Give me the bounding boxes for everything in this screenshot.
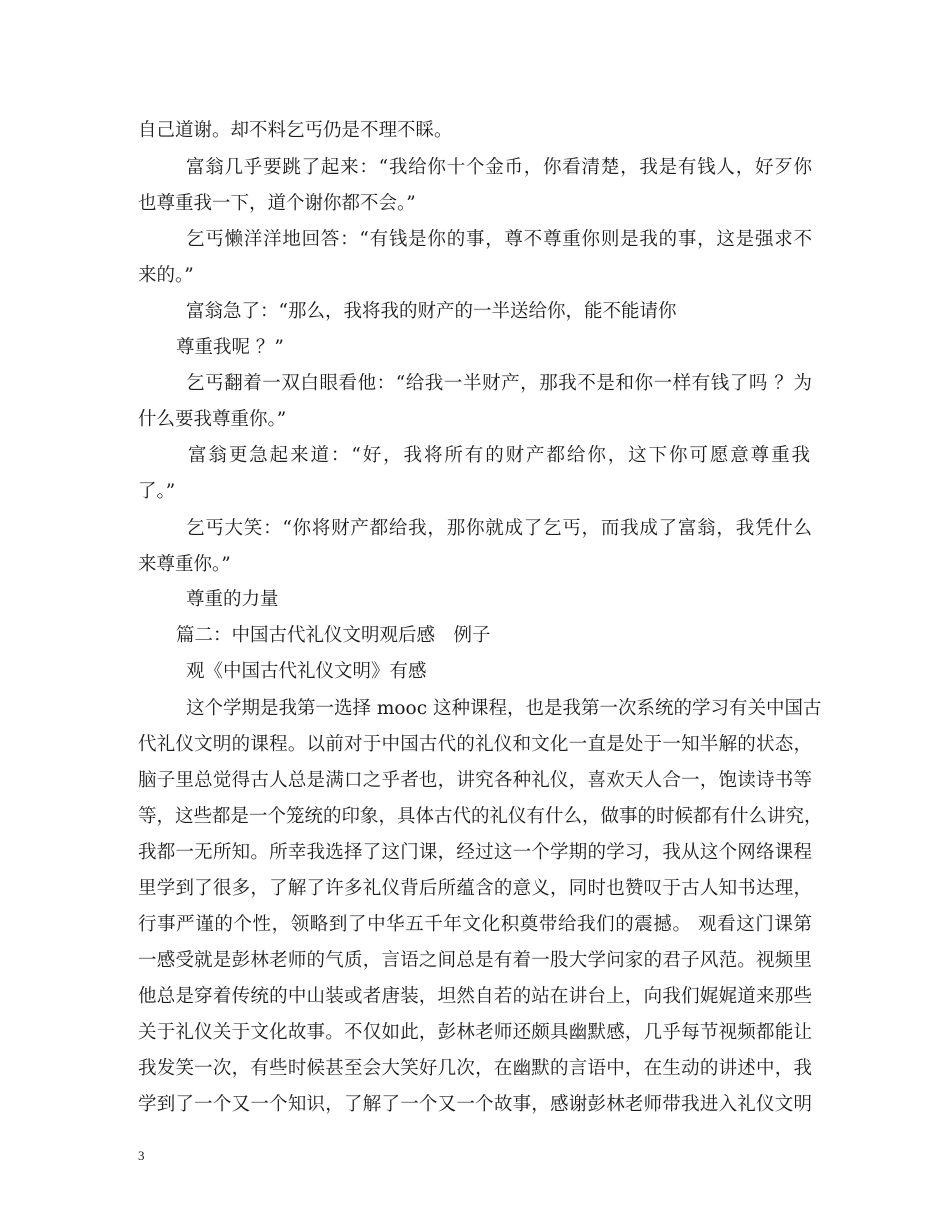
text-line: 来尊重你。” <box>138 554 231 575</box>
text-line: 乞丐翻着一双白眼看他：“给我一半财产，那我不是和你一样有钱了吗 ？为 <box>186 373 812 394</box>
text-line: 乞丐大笑：“你将财产都给我，那你就成了乞丐，而我成了富翁，我凭什么 <box>186 518 812 539</box>
essay-title: 观《中国古代礼仪文明》有感 <box>186 661 427 682</box>
text-line: 了。” <box>138 481 176 502</box>
text-line: 也尊重我一下，道个谢你都不会。” <box>138 193 416 214</box>
text-line: 富翁几乎要跳了起来：“我给你十个金币，你看清楚，我是有钱人，好歹你 <box>186 157 812 178</box>
text-line: 乞丐懒洋洋地回答：“有钱是你的事，尊不尊重你则是我的事，这是强求不 <box>186 229 812 250</box>
text-line: 脑子里总觉得古人总是满口之乎者也，讲究各种礼仪，喜欢天人合一，饱读诗书等 <box>138 770 812 791</box>
text-line: 学到了一个又一个知识，了解了一个又一个故事，感谢彭林老师带我进入礼仪文明 <box>138 1094 812 1115</box>
text-line: 尊重我呢 ？” <box>176 337 284 358</box>
text-line: 这个学期是我第一选择 mooc 这种课程，也是我第一次系统的学习有关中国古 <box>186 698 822 719</box>
text-line: 什么要我尊重你。” <box>138 409 287 430</box>
text-line: 富翁更急起来道：“好，我将所有的财产都给你，这下你可愿意尊重我 <box>188 445 810 466</box>
page-number: 3 <box>138 1148 145 1163</box>
text-line: 他总是穿着传统的中山装或者唐装，坦然自若的站在讲台上，向我们娓娓道来那些 <box>138 986 812 1007</box>
text-line: 自己道谢。却不料乞丐仍是不理不睬。 <box>138 120 453 141</box>
text-line: 我都一无所知。所幸我选择了这门课，经过这一个学期的学习，我从这个网络课程 <box>138 842 812 863</box>
section-heading: 篇二：中国古代礼仪文明观后感 例子 <box>176 625 491 646</box>
text-line: 富翁急了：“那么，我将我的财产的一半送给你，能不能请你 <box>186 301 677 322</box>
text-line: 代礼仪文明的课程。以前对于中国古代的礼仪和文化一直是处于一知半解的状态， <box>138 734 812 755</box>
text-line: 来的。” <box>138 265 194 286</box>
text-line: 关于礼仪关于文化故事。不仅如此，彭林老师还颇具幽默感，几乎每节视频都能让 <box>138 1022 812 1043</box>
text-line: 行事严谨的个性，领略到了中华五千年文化积奠带给我们的震撼。 观看这门课第 <box>138 914 812 935</box>
text-line: 等，这些都是一个笼统的印象，具体古代的礼仪有什么，做事的时候都有什么讲究， <box>138 806 823 827</box>
text-line: 一感受就是彭林老师的气质，言语之间总是有着一股大学问家的君子风范。视频里 <box>138 950 812 971</box>
text-line: 我发笑一次，有些时候甚至会大笑好几次，在幽默的言语中，在生动的讲述中，我 <box>138 1058 812 1079</box>
section-heading: 尊重的力量 <box>186 589 279 610</box>
text-line: 里学到了很多，了解了许多礼仪背后所蕴含的意义，同时也赞叹于古人知书达理， <box>138 878 812 899</box>
